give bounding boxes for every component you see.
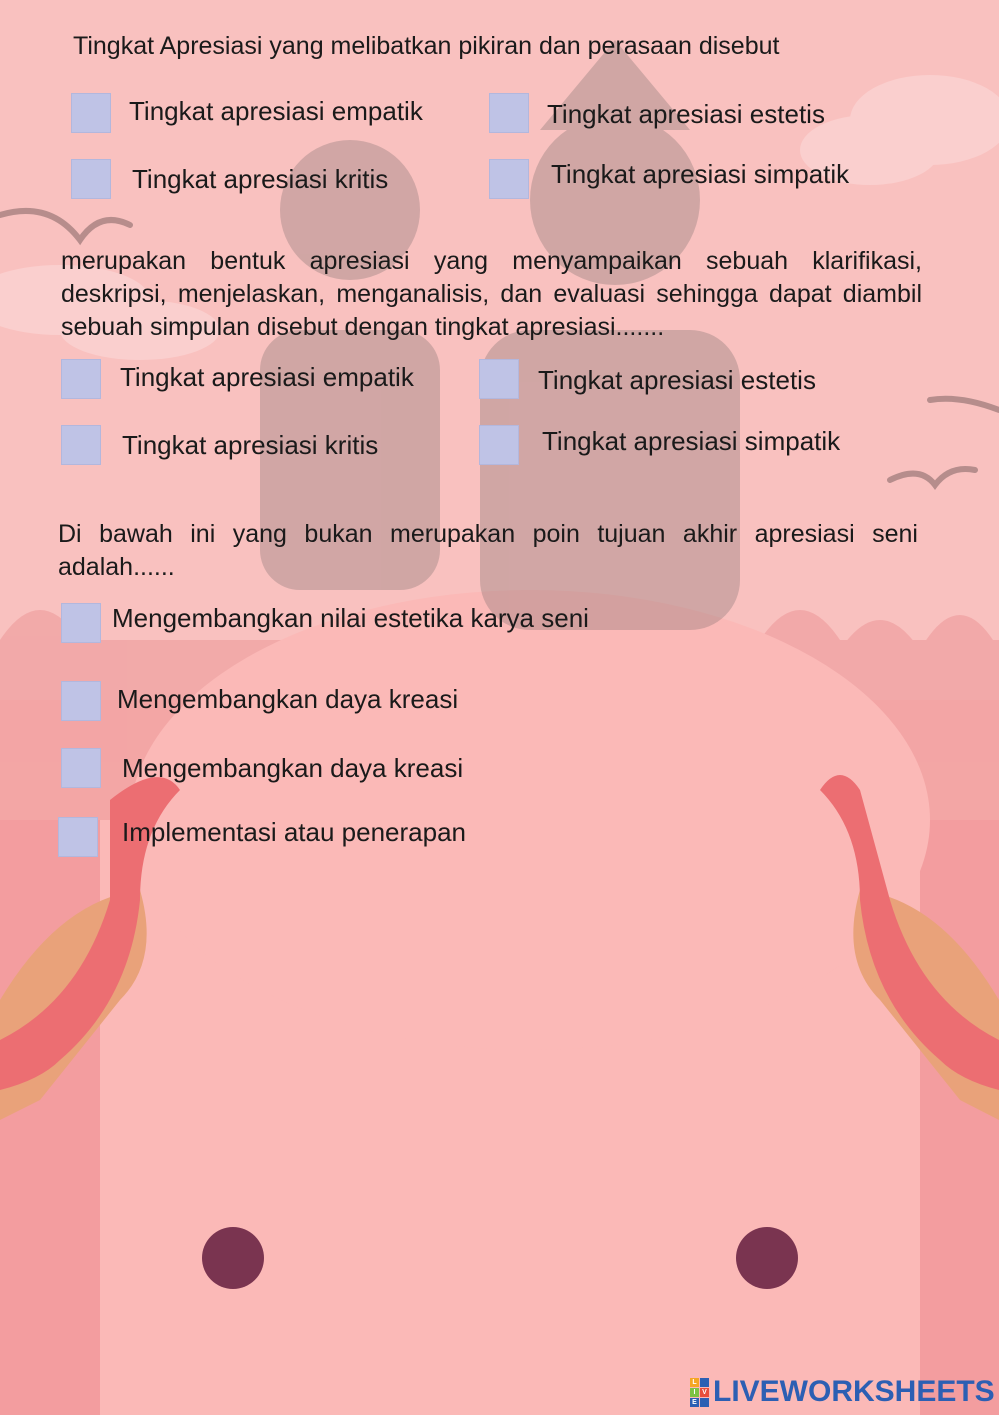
q2-option-1-checkbox[interactable] — [61, 359, 101, 399]
logo-mark-letter: I — [690, 1388, 699, 1397]
q1-option-1-checkbox[interactable] — [71, 93, 111, 133]
logo-mark-letter: V — [700, 1388, 709, 1397]
q1-option-4-label: Tingkat apresiasi simpatik — [551, 159, 850, 189]
q3-option-3-checkbox[interactable] — [61, 748, 101, 788]
q3-option-2-label: Mengembangkan daya kreasi — [117, 684, 459, 714]
liveworksheets-mark-icon — [690, 1378, 709, 1407]
logo-mark-letter: E — [690, 1398, 699, 1407]
q1-option-2-label: Tingkat apresiasi estetis — [547, 99, 825, 129]
q1-option-1-label: Tingkat apresiasi empatik — [129, 96, 423, 126]
q2-option-4-checkbox[interactable] — [479, 425, 519, 465]
q3-option-3-label: Mengembangkan daya kreasi — [122, 753, 464, 783]
liveworksheets-wordmark: LIVEWORKSHEETS — [713, 1375, 995, 1408]
q2-option-3-label: Tingkat apresiasi kritis — [122, 430, 379, 460]
liveworksheets-logo[interactable] — [690, 1375, 995, 1409]
question-1-text: Tingkat Apresiasi yang melibatkan pikiran dan perasaan disebut — [73, 32, 780, 60]
logo-mark-block — [700, 1378, 709, 1387]
logo-mark-letter: L — [690, 1378, 699, 1387]
q1-option-3-label: Tingkat apresiasi kritis — [132, 164, 389, 194]
q1-option-4-checkbox[interactable] — [489, 159, 529, 199]
q2-option-3-checkbox[interactable] — [61, 425, 101, 465]
q2-option-4-label: Tingkat apresiasi simpatik — [542, 426, 841, 456]
question-2-text: merupakan bentuk apresiasi yang menyampaikan sebuah klarifikasi, deskripsi, menjelaskan, menganalisis, dan evaluasi sehingga dapat diambil sebuah simpulan disebut dengan tingkat apresiasi....... — [61, 247, 922, 341]
question-3-text: Di bawah ini yang bukan merupakan poin tujuan akhir apresiasi seni adalah...... — [58, 520, 918, 581]
q3-option-1-label: Mengembangkan nilai estetika karya seni — [112, 603, 589, 633]
q3-option-4-label: Implementasi atau penerapan — [122, 817, 467, 847]
q2-option-2-label: Tingkat apresiasi estetis — [538, 365, 816, 395]
q2-option-2-checkbox[interactable] — [479, 359, 519, 399]
logo-mark-block — [700, 1398, 709, 1407]
q1-option-2-checkbox[interactable] — [489, 93, 529, 133]
q3-option-1-checkbox[interactable] — [61, 603, 101, 643]
q1-option-3-checkbox[interactable] — [71, 159, 111, 199]
q3-option-2-checkbox[interactable] — [61, 681, 101, 721]
q2-option-1-label: Tingkat apresiasi empatik — [120, 362, 414, 392]
q3-option-4-checkbox[interactable] — [58, 817, 98, 857]
